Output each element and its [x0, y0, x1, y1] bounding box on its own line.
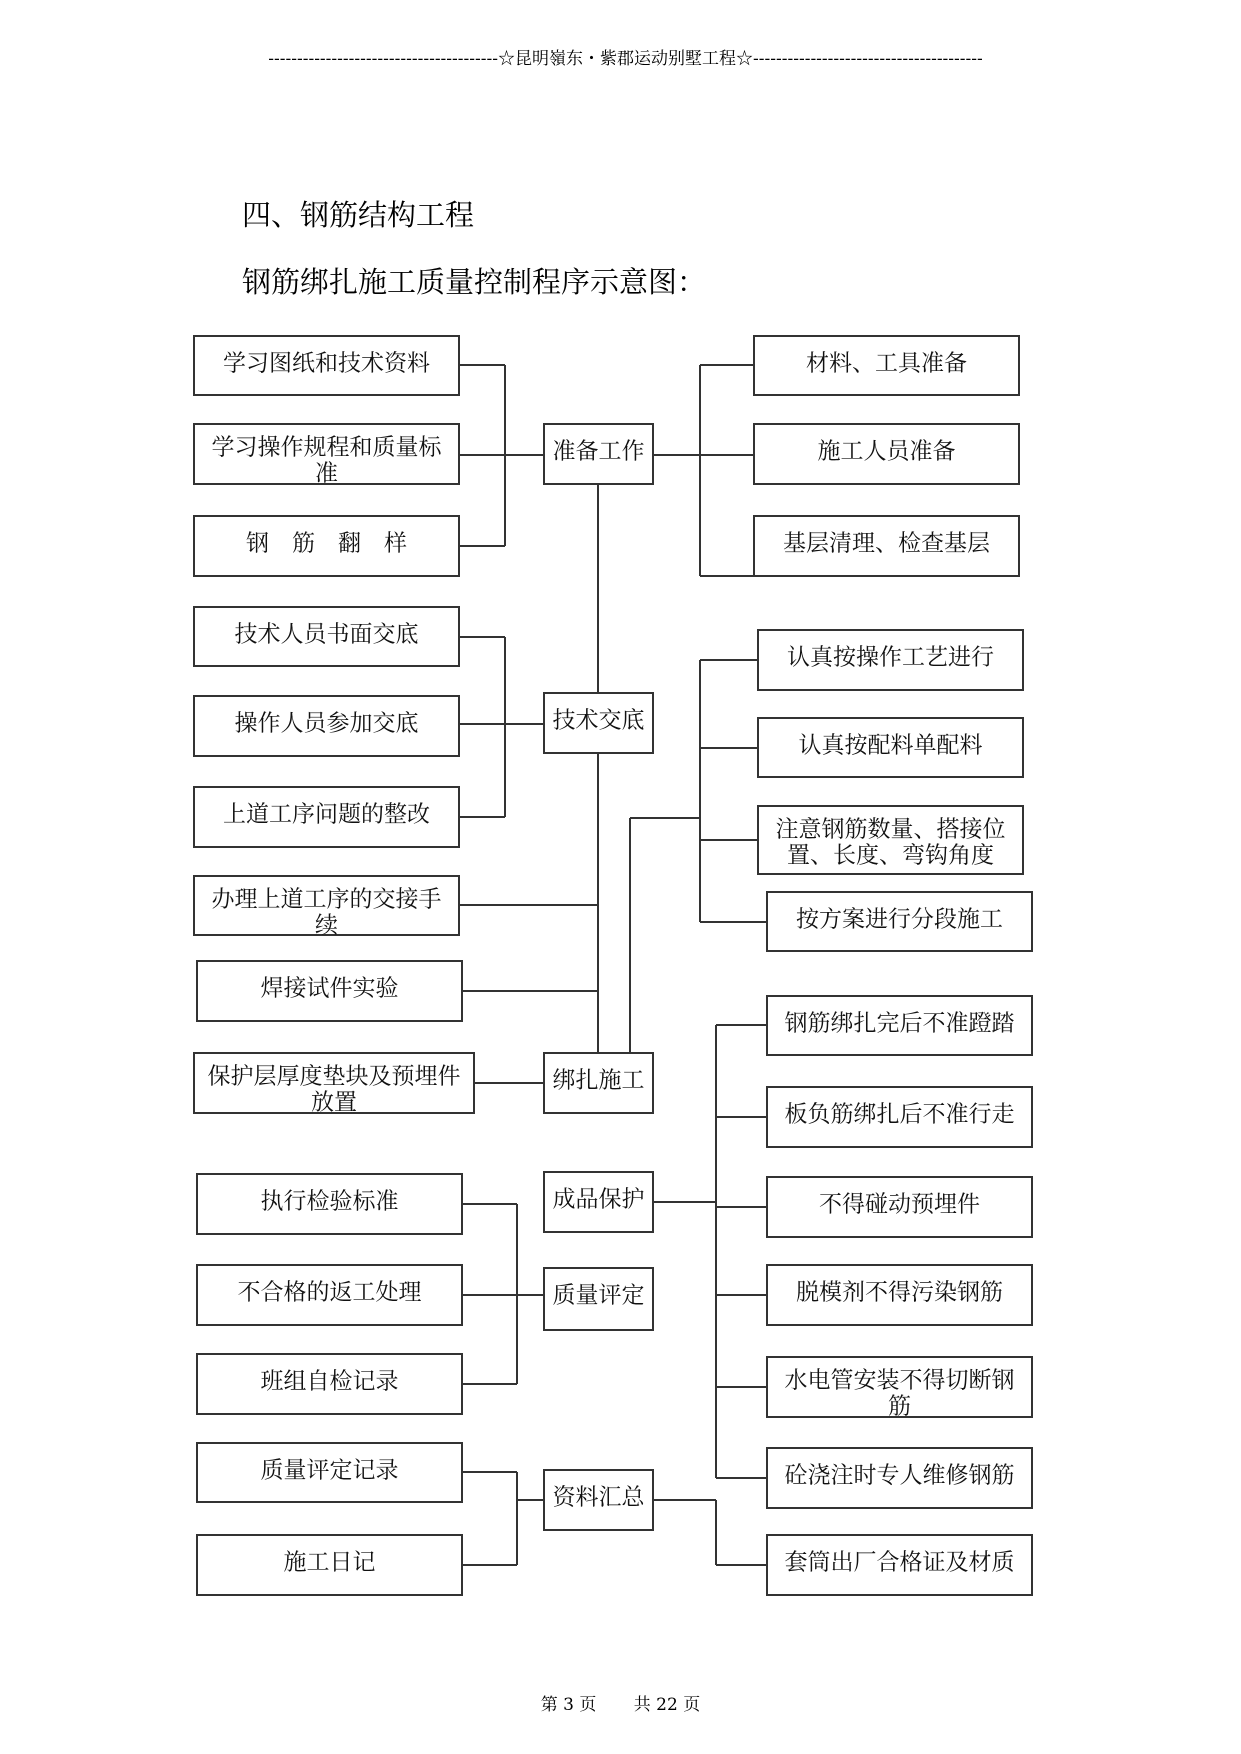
box-label: 上道工序问题的整改	[223, 801, 430, 828]
page-number: 第 3 页	[540, 1695, 597, 1715]
box-label: 施工日记	[283, 1549, 376, 1576]
box-label: 材料、工具准备	[806, 350, 967, 377]
flow-boxes	[194, 336, 1032, 1595]
step-box-cover-block	[194, 1053, 474, 1116]
step-box-study-drawings	[194, 336, 459, 395]
step-box-materials	[754, 336, 1019, 395]
box-label: 套筒出厂合格证及材质	[784, 1549, 1015, 1576]
box-label: 脱模剂不得污染钢筋	[796, 1279, 1003, 1306]
step-box-inspect-std	[197, 1174, 462, 1234]
step-box-rebar-layout	[194, 516, 459, 576]
page-footer	[0, 1690, 1241, 1715]
step-box-study-rules	[194, 424, 459, 487]
box-label: 施工人员准备	[817, 438, 956, 465]
step-box-weld-test	[197, 961, 462, 1021]
box-label: 办理上道工序的交接手	[211, 886, 442, 913]
box-label: 认真按配料单配料	[798, 732, 983, 759]
flow-connectors	[459, 365, 767, 1565]
step-box-staff	[754, 424, 1019, 484]
box-label: 不合格的返工处理	[237, 1279, 422, 1306]
box-label: 注意钢筋数量、搭接位	[775, 816, 1006, 843]
box-label: 班组自检记录	[260, 1368, 399, 1395]
box-label: 保护层厚度垫块及预埋件	[207, 1063, 461, 1090]
box-label: 认真按操作工艺进行	[787, 644, 994, 671]
step-box-no-touch	[767, 1177, 1032, 1237]
stage-box-prep	[544, 424, 653, 484]
step-box-rework	[197, 1265, 462, 1325]
box-label: 基层清理、检查基层	[783, 530, 990, 557]
box-label: 质量评定记录	[260, 1457, 399, 1484]
step-box-no-pollute	[767, 1265, 1032, 1325]
step-box-handover	[194, 876, 459, 939]
running-header: ----------------------------------------☆昆明嶺东・紫郡运动别墅工程☆----------------------------------------	[268, 49, 983, 69]
section-title: 四、钢筋结构工程	[242, 198, 475, 232]
box-label: 准备工作	[552, 438, 645, 465]
step-box-follow-list	[758, 718, 1023, 777]
step-box-repair	[767, 1448, 1032, 1508]
box-label: 水电管安装不得切断钢	[784, 1367, 1015, 1394]
step-box-certificate	[767, 1535, 1032, 1595]
box-label: 筋	[888, 1393, 911, 1420]
page-total: 共 22 页	[633, 1695, 701, 1715]
box-label: 学习图纸和技术资料	[223, 350, 430, 377]
box-label: 准	[315, 460, 338, 487]
box-label: 技术人员书面交底	[234, 621, 419, 648]
step-box-attention	[758, 806, 1023, 874]
diagram-subtitle: 钢筋绑扎施工质量控制程序示意图：	[242, 265, 707, 299]
step-box-by-section	[767, 892, 1032, 951]
box-label: 不得碰动预埋件	[819, 1191, 980, 1218]
step-box-site-log	[197, 1535, 462, 1595]
stage-box-docs	[544, 1470, 653, 1530]
box-label: 按方案进行分段施工	[796, 906, 1003, 933]
box-label: 资料汇总	[552, 1484, 645, 1511]
box-label: 板负筋绑扎后不准行走	[784, 1101, 1015, 1128]
box-label: 置、长度、弯钩角度	[787, 842, 994, 869]
box-label: 焊接试件实验	[260, 975, 399, 1002]
box-label: 钢筋绑扎完后不准蹬踏	[784, 1010, 1015, 1037]
header-project: ☆昆明嶺东・紫郡运动别墅工程☆	[498, 49, 753, 69]
stage-box-tech	[544, 693, 653, 753]
step-box-base-clean	[754, 516, 1019, 576]
box-label: 绑扎施工	[552, 1067, 645, 1094]
step-box-tech-written	[194, 607, 459, 666]
stage-box-bind	[544, 1053, 653, 1113]
step-box-follow-process	[758, 630, 1023, 690]
box-label: 操作人员参加交底	[234, 710, 419, 737]
step-box-team-record	[197, 1354, 462, 1414]
box-label: 钢 筋 翻 样	[246, 530, 407, 557]
box-label: 学习操作规程和质量标	[211, 434, 442, 461]
box-label: 技术交底	[552, 707, 645, 734]
step-box-worker-join	[194, 696, 459, 756]
step-box-prev-fix	[194, 787, 459, 847]
step-box-no-cut	[767, 1357, 1032, 1420]
stage-box-prot	[544, 1172, 653, 1232]
step-box-no-walk	[767, 1087, 1032, 1147]
box-label: 成品保护	[552, 1186, 645, 1213]
box-label: 执行检验标准	[260, 1188, 399, 1215]
box-label: 续	[315, 912, 338, 939]
stage-box-qual	[544, 1268, 653, 1330]
box-label: 砼浇注时专人维修钢筋	[784, 1462, 1015, 1489]
step-box-no-step	[767, 996, 1032, 1055]
step-box-quality-record	[197, 1443, 462, 1502]
box-label: 放置	[311, 1089, 357, 1116]
box-label: 质量评定	[552, 1282, 645, 1309]
